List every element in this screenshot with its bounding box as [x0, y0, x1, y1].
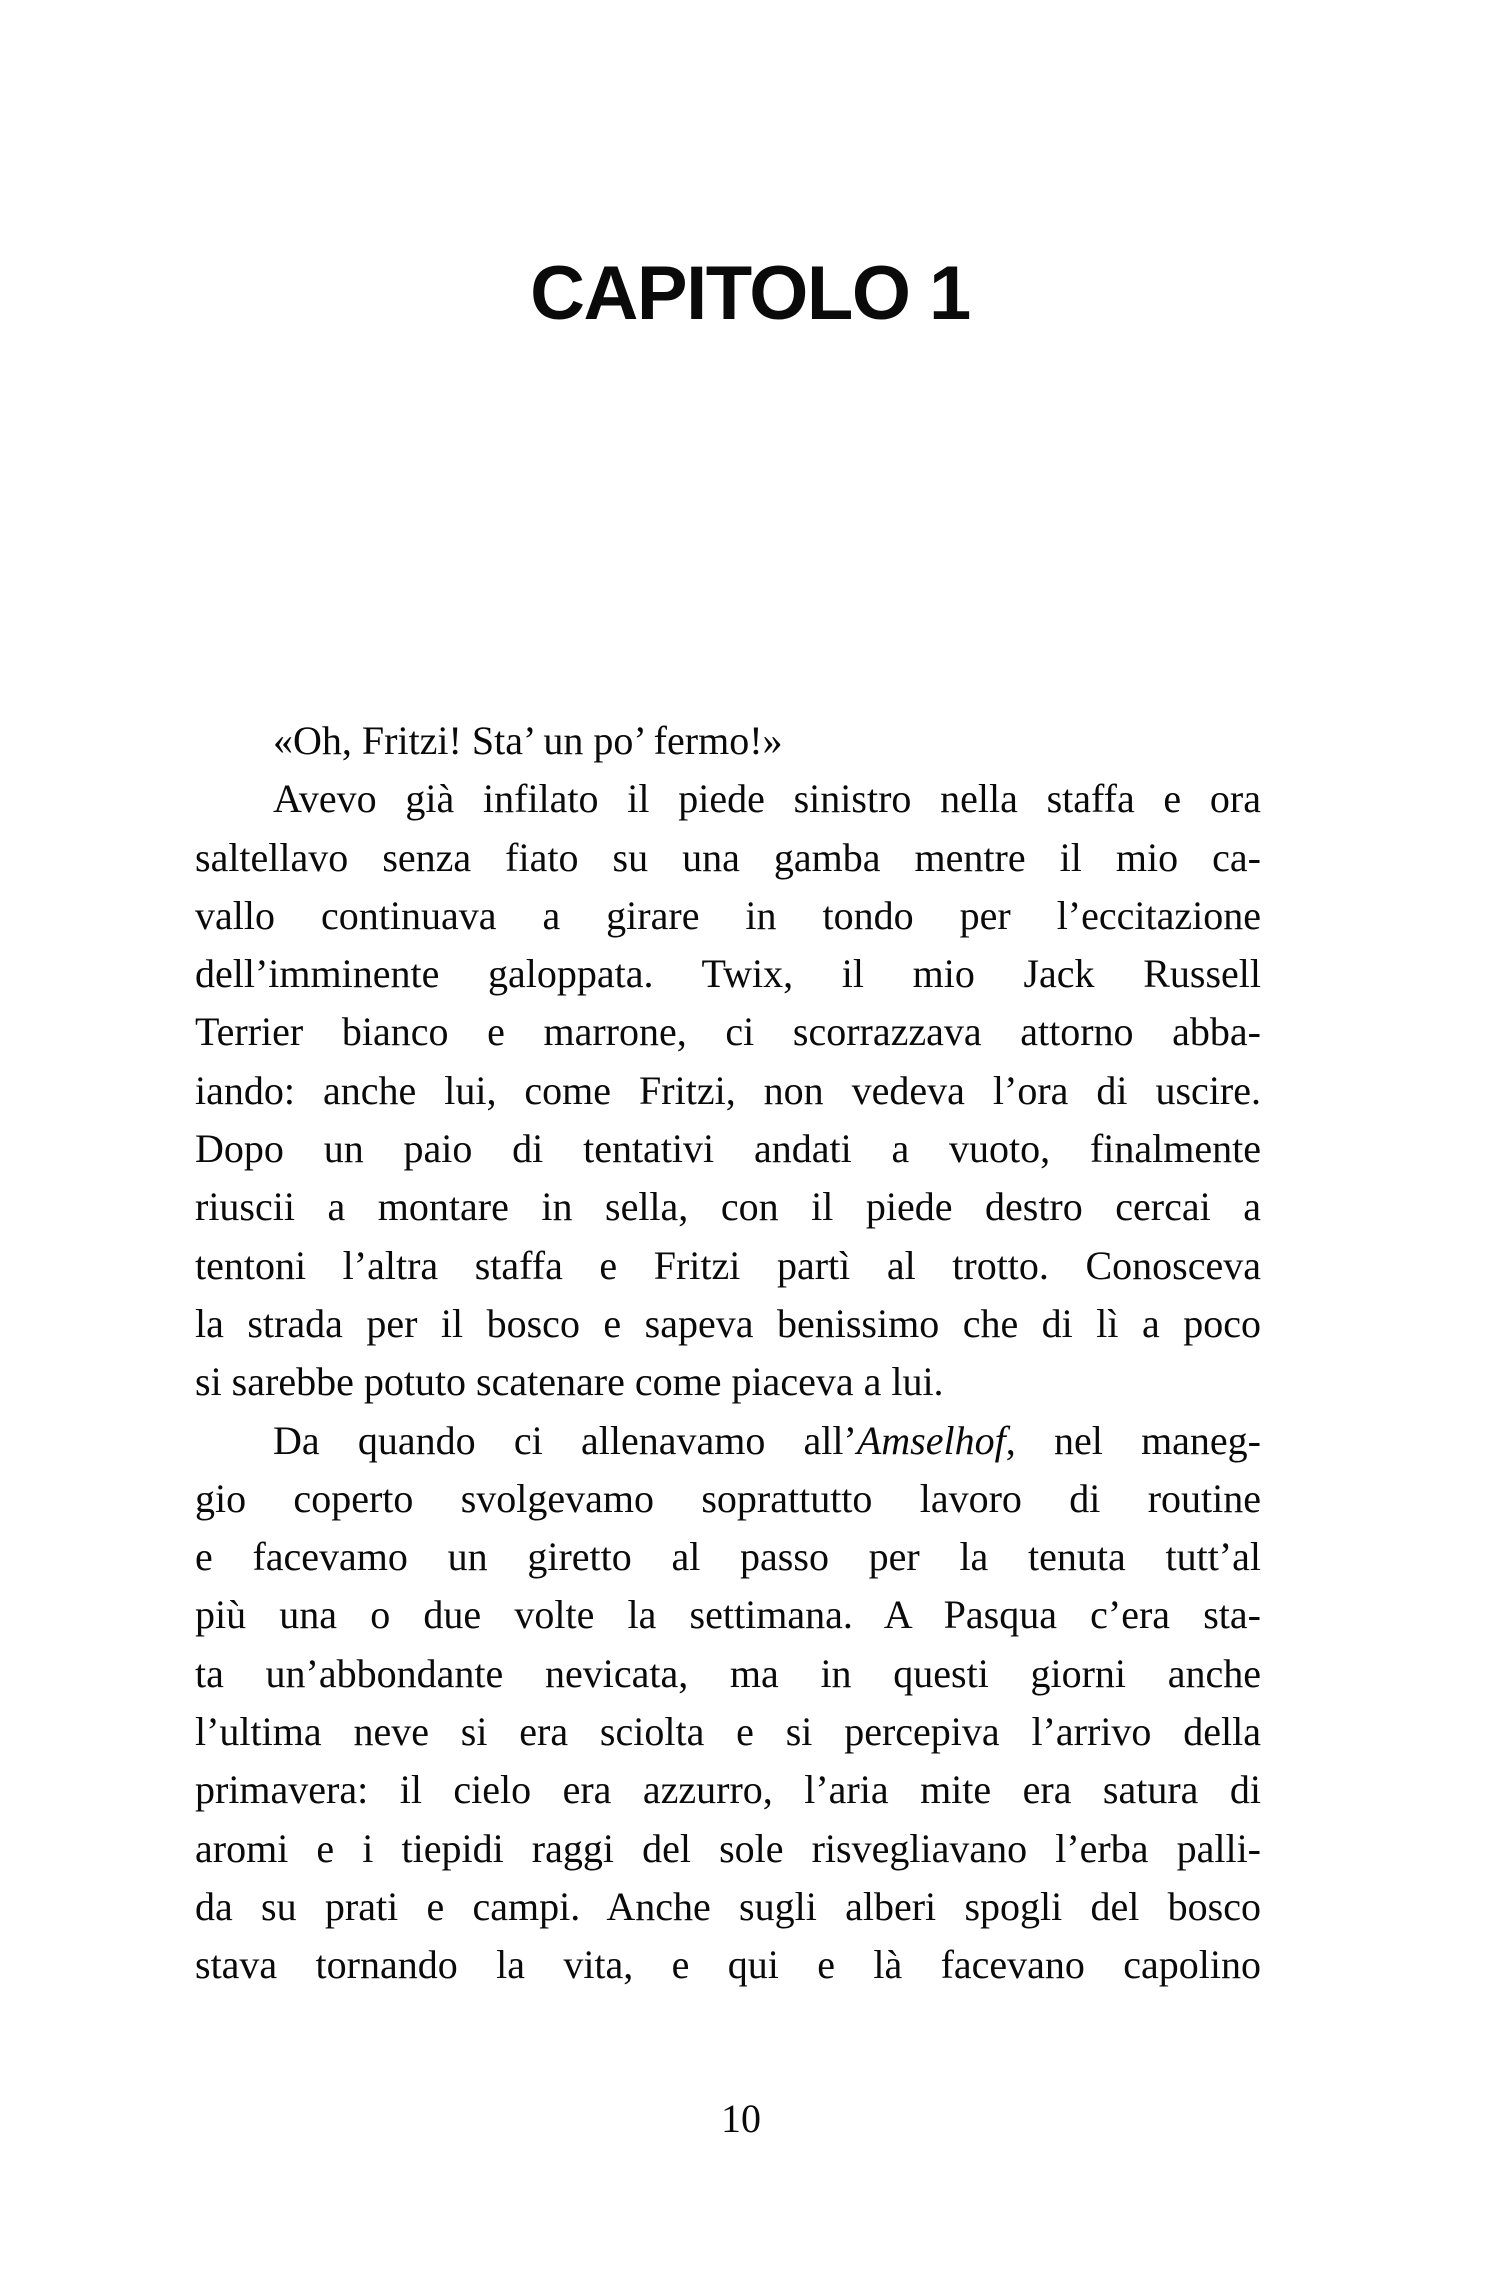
paragraph-2-line-8: riuscii a montare in sella, con il piede destro cercai a	[195, 1184, 1261, 1230]
body-text-block	[195, 712, 1261, 1995]
paragraph-3-line-9: da su prati e campi. Anche sugli alberi spogli del bosco	[195, 1883, 1261, 1929]
paragraph-3-line-1	[195, 1412, 1261, 1470]
paragraph-2-line-11: si sarebbe potuto scatenare come piaceva a lui.	[195, 1359, 944, 1405]
paragraph-3-line-2: gio coperto svolgevamo soprattutto lavoro di routine	[195, 1475, 1261, 1521]
paragraph-2-line-2: saltellavo senza fiato su una gamba mentre il mio ca-	[195, 834, 1261, 880]
paragraph-3-line-3: e facevamo un giretto al passo per la tenuta tutt’al	[195, 1534, 1261, 1580]
paragraph-2-line-4: dell’imminente galoppata. Twix, il mio Jack Russell	[195, 951, 1261, 997]
paragraph-3-line-10: stava tornando la vita, e qui e là facevano capolino	[195, 1942, 1261, 1988]
paragraph-3-line-5: ta un’abbondante nevicata, ma in questi giorni anche	[195, 1650, 1261, 1696]
paragraph-1-line-1: «Oh, Fritzi! Sta’ un po’ fermo!»	[273, 718, 783, 763]
text-run-italic: Amselhof	[856, 1417, 1006, 1463]
paragraph-3-line-4: più una o due volte la settimana. A Pasqua c’era sta-	[195, 1592, 1261, 1638]
paragraph-3-line-8: aromi e i tiepidi raggi del sole risvegliavano l’erba palli-	[195, 1825, 1261, 1871]
chapter-heading: CAPITOLO 1	[530, 251, 970, 336]
paragraph-2-line-9: tentoni l’altra staffa e Fritzi partì al trotto. Conosceva	[195, 1242, 1261, 1288]
paragraph-2-line-7: Dopo un paio di tentativi andati a vuoto, finalmente	[195, 1126, 1261, 1172]
text-run: , nel maneg-	[1005, 1417, 1262, 1463]
paragraph-2-line-10: la strada per il bosco e sapeva benissimo che di lì a poco	[195, 1300, 1261, 1346]
paragraph-3-line-6: l’ultima neve si era sciolta e si percepiva l’arrivo della	[195, 1709, 1261, 1755]
page-number: 10	[721, 2096, 761, 2141]
paragraph-2-line-5: Terrier bianco e marrone, ci scorrazzava attorno abba-	[195, 1009, 1261, 1055]
paragraph-2-line-6: iando: anche lui, come Fritzi, non vedeva l’ora di uscire.	[195, 1067, 1261, 1113]
paragraph-3-line-7: primavera: il cielo era azzurro, l’aria mite era satura di	[195, 1767, 1261, 1813]
text-run: Da quando ci allenavamo all’	[273, 1417, 857, 1463]
paragraph-2-line-1: Avevo già infilato il piede sinistro nella staffa e ora	[273, 776, 1261, 822]
paragraph-2-line-3: vallo continuava a girare in tondo per l’eccitazione	[195, 892, 1261, 938]
